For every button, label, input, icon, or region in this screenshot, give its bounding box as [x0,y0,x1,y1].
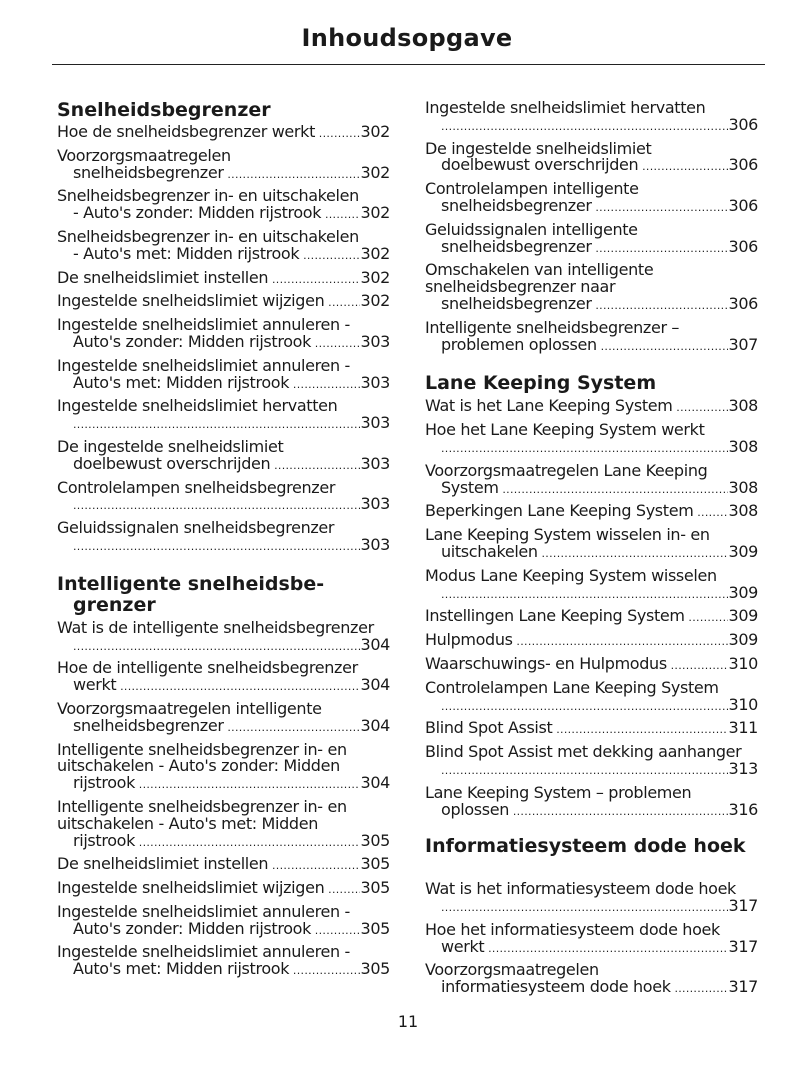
toc-entry[interactable] [425,962,758,998]
toc-entry-title-line: Voorzorgsmaatregelen [425,960,599,980]
toc-entry[interactable] [57,856,390,875]
toc-entry-page-number: 302 [360,162,390,182]
toc-entry[interactable] [57,880,390,899]
toc-entry-title-line [441,697,728,716]
page-title: Inhoudsopgave [301,24,513,52]
toc-entry-title-line: Beperkingen Lane Keeping System ..... [425,503,728,522]
toc-entry[interactable] [425,262,758,314]
toc-entry-title-line [441,439,728,458]
toc-entry[interactable] [57,293,390,312]
toc-entry[interactable] [425,782,758,821]
toc-entry[interactable] [425,138,758,177]
toc-entry-title-line: Ingestelde snelheidslimiet wijzigen ..... [57,293,360,312]
toc-entry-title-line: Lane Keeping System – problemen [425,782,692,802]
section-heading-line: Informatiesysteem dode hoek [425,835,746,858]
toc-entry-page-number: 305 [360,918,390,938]
toc-entry-title-line: Intelligente snelheidsbegrenzer – [425,317,680,337]
toc-entry-page-number: 302 [360,267,390,287]
toc-entry-page-number: 317 [728,977,758,997]
toc-entry-title-line: Intelligente snelheidsbegrenzer in- en [57,796,347,816]
section-heading-line: Intelligente snelheidsbe- [57,572,325,595]
toc-entry-title-line: Instellingen Lane Keeping System ..... [425,608,728,627]
toc-entry[interactable] [425,503,758,522]
toc-entry-title-line: snelheidsbegrenzer naar [425,277,616,297]
toc-entry[interactable] [425,398,758,417]
toc-entry-page-number: 309 [728,582,758,602]
toc-entry[interactable] [57,796,390,851]
toc-entry[interactable] [425,219,758,258]
toc-entry-page-number: 308 [728,501,758,521]
toc-entry-title-line: Lane Keeping System wisselen in- en [425,525,710,545]
toc-entry-title-line: Auto's met: Midden rijstrook ..... [73,375,360,394]
toc-entry-title-line: Wat is het Lane Keeping System ..... [425,398,728,417]
toc-entry-page-number: 303 [360,413,390,433]
title-divider [52,64,765,65]
toc-entry-page-number: 304 [360,634,390,654]
toc-entry-title-line: Blind Spot Assist met dekking aanhanger [425,742,742,762]
toc-entry-page-number: 304 [360,773,390,793]
toc-entry-title-line: Auto's met: Midden rijstrook ..... [73,961,360,980]
toc-entry-title-line: doelbewust overschrijden ..... [73,456,360,475]
toc-entry-title-line: De snelheidslimiet instellen ..... [57,856,360,875]
toc-entry-title-line: Hoe de snelheidsbegrenzer werkt ..... [57,124,360,143]
toc-left-column [57,100,390,985]
toc-entry[interactable] [425,677,758,716]
section-heading-snelheidsbegrenzer [57,100,390,121]
toc-entry[interactable] [425,460,758,499]
toc-entry-title-line: Voorzorgsmaatregelen Lane Keeping [425,460,708,480]
toc-entry-page-number: 302 [360,122,390,141]
toc-entry-title-line: Ingestelde snelheidslimiet hervatten [57,396,338,416]
toc-entry-title-line: Intelligente snelheidsbegrenzer in- en [57,739,347,759]
toc-entry-page-number: 308 [728,436,758,456]
toc-entry-title-line: Snelheidsbegrenzer in- en uitschakelen [57,226,359,246]
toc-entry-page-number: 305 [360,830,390,850]
toc-entry[interactable] [425,881,758,917]
toc-entry[interactable] [57,436,390,475]
toc-entry[interactable] [57,226,390,265]
toc-entry[interactable] [57,660,390,696]
toc-entry-title-line: uitschakelen ..... [441,544,728,563]
toc-entry-title-line: Omschakelen van intelligente [425,260,654,280]
toc-entry[interactable] [57,188,390,224]
toc-entry[interactable] [57,739,390,794]
toc-entry[interactable] [425,608,758,627]
toc-entry-title-line: Ingestelde snelheidslimiet annuleren - [57,942,350,962]
toc-entry-title-line: snelheidsbegrenzer ..... [73,718,360,737]
toc-entry-page-number: 309 [728,630,758,650]
toc-entry-title-line: Voorzorgsmaatregelen [57,145,231,165]
section-heading-line: Snelheidsbegrenzer [57,99,271,121]
toc-entry-title-line: problemen oplossen ..... [441,337,728,356]
toc-entry[interactable] [425,653,758,675]
toc-entry[interactable] [425,720,758,739]
toc-entry-title-line: Snelheidsbegrenzer in- en uitschakelen [57,186,359,206]
toc-entry[interactable] [57,944,390,980]
toc-entry-title-line: werkt ..... [73,677,360,696]
toc-entry-title-line: System ..... [441,480,728,499]
toc-entry-page-number: 302 [360,203,390,223]
toc-entry-title-line: Ingestelde snelheidslimiet annuleren - [57,315,350,335]
toc-entry-title-line: Wat is de intelligente snelheidsbegrenzer [57,617,374,637]
toc-entry-title-line [441,585,728,604]
toc-entry[interactable] [57,267,390,289]
toc-entry-page-number: 303 [360,494,390,514]
toc-entry-title-line: rijstrook ..... [73,833,360,852]
toc-entry-page-number: 306 [728,155,758,175]
toc-entry-page-number: 302 [360,291,390,311]
toc-entry-page-number: 316 [728,799,758,819]
toc-entry-page-number: 305 [360,854,390,874]
toc-entry-title-line [73,537,360,556]
toc-entry-page-number: 309 [728,541,758,561]
page-number: 11 [397,1012,419,1031]
toc-entry[interactable] [57,477,390,516]
toc-entry-page-number: 310 [728,694,758,714]
toc-entry[interactable] [57,698,390,737]
toc-entry-title-line: - Auto's zonder: Midden rijstrook ..... [73,205,360,224]
toc-entry-title-line: Controlelampen intelligente [425,179,639,199]
section-heading-line: grenzer [73,593,156,616]
toc-entry-page-number: 303 [360,331,390,351]
toc-entry[interactable] [425,317,758,356]
toc-entry[interactable] [57,145,390,184]
toc-entry-title-line: Geluidssignalen snelheidsbegrenzer [57,518,335,538]
toc-entry-page-number: 309 [728,606,758,626]
toc-entry[interactable] [425,527,758,563]
toc-entry-title-line [73,637,360,656]
toc-entry-title-line: Hulpmodus ..... [425,632,728,651]
toc-entry-title-line: oplossen ..... [441,802,728,821]
toc-entry-title-line: Ingestelde snelheidslimiet wijzigen ..... [57,880,360,899]
toc-entry-title-line: Wat is het informatiesysteem dode hoek [425,879,736,899]
toc-entry-page-number: 308 [728,396,758,416]
toc-entry-title-line: snelheidsbegrenzer ..... [441,296,728,315]
toc-entry-title-line: uitschakelen - Auto's met: Midden [57,813,318,833]
toc-entry[interactable] [425,422,758,458]
toc-entry[interactable] [425,632,758,651]
toc-entry-page-number: 303 [360,453,390,473]
toc-entry-title-line: snelheidsbegrenzer ..... [441,239,728,258]
toc-entry-title-line: Hoe het Lane Keeping System werkt [425,420,705,440]
toc-entry-page-number: 304 [360,715,390,735]
toc-entry-title-line: Ingestelde snelheidslimiet annuleren - [57,355,350,375]
section-heading-intelligente-snelheidsbe-grenzer [57,574,390,616]
toc-entry-title-line: - Auto's met: Midden rijstrook ..... [73,246,360,265]
toc-entry[interactable] [425,744,758,780]
toc-entry-title-line: Geluidssignalen intelligente [425,219,638,239]
toc-entry-title-line [441,761,728,780]
toc-entry-page-number: 306 [728,293,758,313]
toc-entry-title-line: snelheidsbegrenzer ..... [441,198,728,217]
toc-entry-title-line [441,117,728,136]
toc-entry-page-number: 311 [728,718,758,738]
toc-entry-page-number: 302 [360,243,390,263]
toc-entry-title-line [441,898,728,917]
toc-right-column [425,100,758,1003]
toc-entry-title-line: rijstrook ..... [73,775,360,794]
toc-entry-page-number: 313 [728,758,758,778]
toc-entry-page-number: 310 [728,653,758,673]
toc-entry-title-line: doelbewust overschrijden ..... [441,157,728,176]
toc-entry[interactable] [57,520,390,556]
toc-entry-title-line: Hoe de intelligente snelheidsbegrenzer [57,658,358,678]
toc-entry-title-line: Auto's zonder: Midden rijstrook ..... [73,334,360,353]
toc-entry-page-number: 304 [360,675,390,695]
toc-entry-title-line: werkt ..... [441,939,728,958]
section-heading-lane-keeping-system [425,373,758,394]
toc-entry-title-line: Voorzorgsmaatregelen intelligente [57,698,322,718]
toc-entry-title-line: Modus Lane Keeping System wisselen [425,565,717,585]
toc-entry-title-line: Ingestelde snelheidslimiet annuleren - [57,901,350,921]
toc-entry[interactable] [57,901,390,940]
toc-entry-title-line: De ingestelde snelheidslimiet [57,436,284,456]
toc-entry-title-line: uitschakelen - Auto's zonder: Midden [57,756,340,776]
toc-entry[interactable] [425,100,758,136]
toc-entry-page-number: 317 [728,936,758,956]
toc-entry-page-number: 317 [728,896,758,916]
section-heading-informatiesysteem-dode-hoek [425,836,758,857]
toc-entry-title-line: Ingestelde snelheidslimiet hervatten [425,98,706,117]
toc-entry-page-number: 307 [728,334,758,354]
toc-entry-title-line: snelheidsbegrenzer ..... [73,165,360,184]
toc-entry-title-line: De snelheidslimiet instellen ..... [57,270,360,289]
toc-entry-page-number: 308 [728,477,758,497]
toc-entry-page-number: 306 [728,195,758,215]
toc-entry[interactable] [57,398,390,434]
toc-entry-title-line [73,415,360,434]
toc-entry[interactable] [57,124,390,143]
toc-entry-title-line: De ingestelde snelheidslimiet [425,138,652,158]
toc-entry-title-line: Blind Spot Assist ..... [425,720,728,739]
toc-entry[interactable] [425,919,758,958]
toc-entry[interactable] [425,181,758,217]
toc-entry[interactable] [57,317,390,353]
toc-entry-title-line: Controlelampen Lane Keeping System [425,677,719,697]
toc-entry-title-line: Controlelampen snelheidsbegrenzer [57,477,336,497]
toc-entry-page-number: 305 [360,959,390,979]
toc-entry-title-line: Auto's zonder: Midden rijstrook ..... [73,921,360,940]
toc-entry-title-line: informatiesysteem dode hoek ..... [441,979,728,998]
section-heading-line: Lane Keeping System [425,372,657,395]
toc-entry-page-number: 306 [728,114,758,134]
toc-entry-title-line: Waarschuwings- en Hulpmodus ..... [425,656,728,675]
toc-entry[interactable] [57,617,390,656]
toc-entry[interactable] [57,355,390,394]
toc-entry-page-number: 303 [360,534,390,554]
toc-entry-title-line [73,496,360,515]
toc-entry[interactable] [425,565,758,604]
toc-entry-title-line: Hoe het informatiesysteem dode hoek [425,919,720,939]
toc-entry-page-number: 306 [728,236,758,256]
toc-entry-page-number: 303 [360,372,390,392]
toc-entry-page-number: 305 [360,878,390,898]
